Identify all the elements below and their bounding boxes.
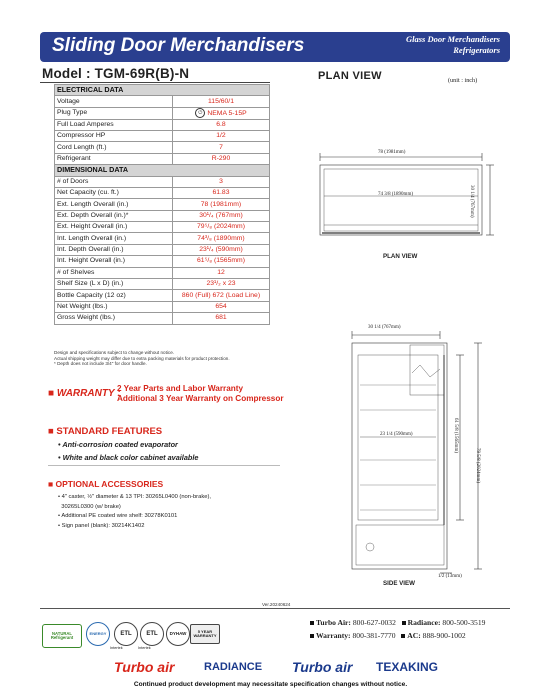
contact-phone: 800-627-0032 — [352, 618, 396, 627]
etl-logo-2-text: ETL — [146, 631, 158, 637]
electrical-header: ELECTRICAL DATA — [55, 85, 270, 96]
side-int-height: 61 5/8 (1565mm) — [453, 418, 458, 453]
spec-label: Cord Length (ft.) — [55, 142, 173, 153]
spec-label: Compressor HP — [55, 130, 173, 141]
side-view-caption: SIDE VIEW — [383, 580, 415, 587]
option-text: 4" caster, ½" diameter & 13 TPI: 30265L0400 (non-brake), — [61, 494, 211, 500]
features-divider — [48, 465, 280, 466]
spec-value: R-290 — [173, 153, 270, 164]
intertek-label-2: Intertek — [138, 646, 151, 650]
turbo-air-logo: Turbo air — [114, 659, 175, 675]
spec-row — [55, 267, 270, 278]
subtitle-line-2: Refrigerators — [453, 45, 500, 55]
dimensional-header: DIMENSIONAL DATA — [55, 165, 270, 176]
plan-view-caption: PLAN VIEW — [383, 253, 418, 260]
warranty-text — [117, 384, 284, 403]
features-title: ■ STANDARD FEATURES — [48, 426, 163, 437]
spec-value: 61.83 — [173, 187, 270, 198]
spec-value: 74³/₈ (1890mm) — [173, 233, 270, 244]
option-text: Sign panel (blank): 30214K1402 — [61, 522, 145, 529]
spec-label: Net Capacity (cu. ft.) — [55, 187, 173, 198]
spec-value — [173, 107, 270, 119]
side-int-depth: 23 1/4 (590mm) — [380, 432, 413, 437]
option-text: Additional PE coated wire shelf: 30278K0101 — [61, 513, 178, 520]
spec-value: 79⁵/₈ (2024mm) — [173, 222, 270, 233]
spec-label: Ext. Depth Overall (in.)* — [55, 210, 173, 221]
unit-label: (unit : inch) — [448, 77, 478, 84]
intertek-label-1: Intertek — [110, 646, 123, 650]
contact-phone: 800-381-7770 — [352, 631, 396, 640]
contact-row-2 — [310, 629, 485, 642]
feature-text: White and black color cabinet available — [62, 452, 199, 462]
energy-logo — [86, 622, 110, 646]
list-item: • Sign panel (blank): 30214K1402 — [58, 522, 145, 529]
spec-value: 12 — [173, 267, 270, 278]
note-line: * Depth does not include 3/4" for door handle. — [54, 361, 147, 367]
spec-value: 30¹/₄ (767mm) — [173, 210, 270, 221]
spec-label: Shelf Size (L x D) (in.) — [55, 279, 173, 290]
spec-label: Int. Depth Overall (in.) — [55, 244, 173, 255]
spec-label: Bottle Capacity (12 oz) — [55, 290, 173, 301]
natural-logo-text: NATURAL Refrigerant — [50, 630, 74, 640]
spec-row — [55, 107, 270, 119]
spec-value: 681 — [173, 313, 270, 324]
contact-block — [310, 616, 485, 642]
spec-row — [55, 222, 270, 233]
dyhaw-logo — [166, 622, 190, 646]
warranty-line-1: 2 Year Parts and Labor Warranty — [117, 384, 244, 393]
bullet-square — [310, 621, 314, 625]
list-item: • Additional PE coated wire shelf: 30278K0101 — [58, 513, 178, 520]
spec-row — [55, 313, 270, 324]
etl-logo-1 — [114, 622, 138, 646]
spec-value: 23¹/₂ x 23 — [173, 279, 270, 290]
spec-row — [55, 187, 270, 198]
contact-row-1 — [310, 616, 485, 629]
bullet-square — [401, 634, 405, 638]
energy-logo-text: ENERGY — [89, 631, 107, 636]
spec-label: # of Shelves — [55, 267, 173, 278]
contact-label: AC: — [407, 631, 421, 640]
note-line: Design and specifications subject to change without notice. — [54, 350, 175, 355]
spec-row — [55, 279, 270, 290]
side-base: 1/2 (13mm) — [438, 574, 462, 579]
dyhaw-logo-text: DYHAW — [169, 630, 187, 636]
options-title: ■ OPTIONAL ACCESSORIES — [48, 479, 164, 489]
contact-phone: 888-900-1002 — [422, 631, 466, 640]
plan-int-length: 74 3/8 (1890mm) — [378, 192, 413, 197]
warranty-badge — [190, 624, 220, 644]
warranty-line-2: Additional 3 Year Warranty on Compressor — [117, 393, 284, 403]
model-title: Model : TGM-69R(B)-N — [42, 66, 190, 81]
spec-row — [55, 290, 270, 301]
bullet-square — [310, 634, 314, 638]
plan-view-heading: PLAN VIEW — [318, 70, 382, 82]
header-bar — [40, 32, 510, 62]
plan-depth: 30 1/4 (767mm) — [469, 185, 474, 218]
spec-label: Int. Height Overall (in.) — [55, 256, 173, 267]
list-item: • White and black color cabinet available — [58, 452, 199, 462]
natural-refrigerant-logo — [42, 624, 82, 648]
spec-label: Net Weight (lbs.) — [55, 301, 173, 312]
texaking-logo: TEXAKING — [376, 660, 439, 674]
spec-value: 7 — [173, 142, 270, 153]
spec-row — [55, 142, 270, 153]
plug-icon: ⏻ — [195, 108, 205, 118]
spec-label: Gross Weight (lbs.) — [55, 313, 173, 324]
footer-divider — [40, 608, 510, 609]
contact-label: Radiance: — [407, 618, 441, 627]
spec-label: Plug Type — [55, 107, 173, 119]
spec-label: Full Load Amperes — [55, 119, 173, 130]
header-subtitle — [406, 34, 500, 56]
spec-table — [54, 84, 270, 325]
plug-type-text: NEMA 5-15P — [207, 109, 247, 117]
warranty-label-text: WARRANTY : — [56, 388, 121, 399]
spec-value: 6.8 — [173, 119, 270, 130]
spec-notes — [54, 350, 284, 367]
spec-row — [55, 233, 270, 244]
side-depth: 30 1/4 (767mm) — [368, 325, 401, 330]
options-title-text: OPTIONAL ACCESSORIES — [55, 479, 164, 489]
spec-value: 61⁵/₈ (1565mm) — [173, 256, 270, 267]
note-line: Actual shipping weight may differ due to extra packing materials for product protection. — [54, 355, 230, 361]
options-list — [58, 493, 211, 531]
version-label: Ver.20240624 — [262, 602, 291, 607]
side-ext-height: 79 5/8 (2024mm) — [475, 448, 480, 483]
etl-logo-1-text: ETL — [120, 631, 132, 637]
subtitle-line-1: Glass Door Merchandisers — [406, 34, 500, 44]
spec-value: 1/2 — [173, 130, 270, 141]
spec-row — [55, 244, 270, 255]
list-item — [58, 503, 211, 513]
spec-row — [55, 301, 270, 312]
spec-label: Int. Length Overall (in.) — [55, 233, 173, 244]
spec-row — [55, 256, 270, 267]
feature-text: Anti-corrosion coated evaporator — [62, 440, 178, 449]
features-title-text: STANDARD FEATURES — [56, 426, 163, 437]
model-divider — [40, 82, 270, 83]
spec-row — [55, 130, 270, 141]
warranty-label: ■ WARRANTY : — [48, 388, 121, 399]
etl-logo-2 — [140, 622, 164, 646]
features-list — [58, 439, 198, 464]
spec-value: 115/60/1 — [173, 96, 270, 107]
spec-label: # of Doors — [55, 176, 173, 187]
list-item: • Anti-corrosion coated evaporator — [58, 440, 178, 449]
spec-label: Ext. Length Overall (in.) — [55, 199, 173, 210]
turbo-air-logo-2: Turbo air — [292, 659, 353, 675]
spec-row — [55, 96, 270, 107]
option-text: 30265L0300 (w/ brake) — [61, 503, 121, 510]
plan-ext-length: 78 (1981mm) — [378, 150, 406, 155]
contact-label: Warranty: — [316, 631, 351, 640]
list-item: • 4" caster, ½" diameter & 13 TPI: 30265L0400 (non-brake), — [58, 494, 211, 500]
footer-disclaimer: Continued product development may necessitate specification changes without notice. — [133, 681, 408, 688]
contact-phone: 800-500-3519 — [442, 618, 486, 627]
brand-logos — [44, 656, 509, 680]
spec-value: 654 — [173, 301, 270, 312]
bullet-square — [402, 621, 406, 625]
contact-label: Turbo Air: — [316, 618, 351, 627]
spec-label: Voltage — [55, 96, 173, 107]
spec-value: 78 (1981mm) — [173, 199, 270, 210]
spec-value: 23¹/₄ (590mm) — [173, 244, 270, 255]
spec-row — [55, 153, 270, 164]
spec-row — [55, 119, 270, 130]
spec-label: Ext. Height Overall (in.) — [55, 222, 173, 233]
spec-label: Refrigerant — [55, 153, 173, 164]
spec-row — [55, 210, 270, 221]
spec-value: 860 (Full) 672 (Load Line) — [173, 290, 270, 301]
spec-value: 3 — [173, 176, 270, 187]
spec-row — [55, 199, 270, 210]
radiance-logo: RADIANCE — [204, 661, 263, 673]
page-title: Sliding Door Merchandisers — [52, 35, 305, 56]
spec-row — [55, 176, 270, 187]
warranty-badge-text: 5 YEAR WARRANTY — [193, 629, 217, 638]
